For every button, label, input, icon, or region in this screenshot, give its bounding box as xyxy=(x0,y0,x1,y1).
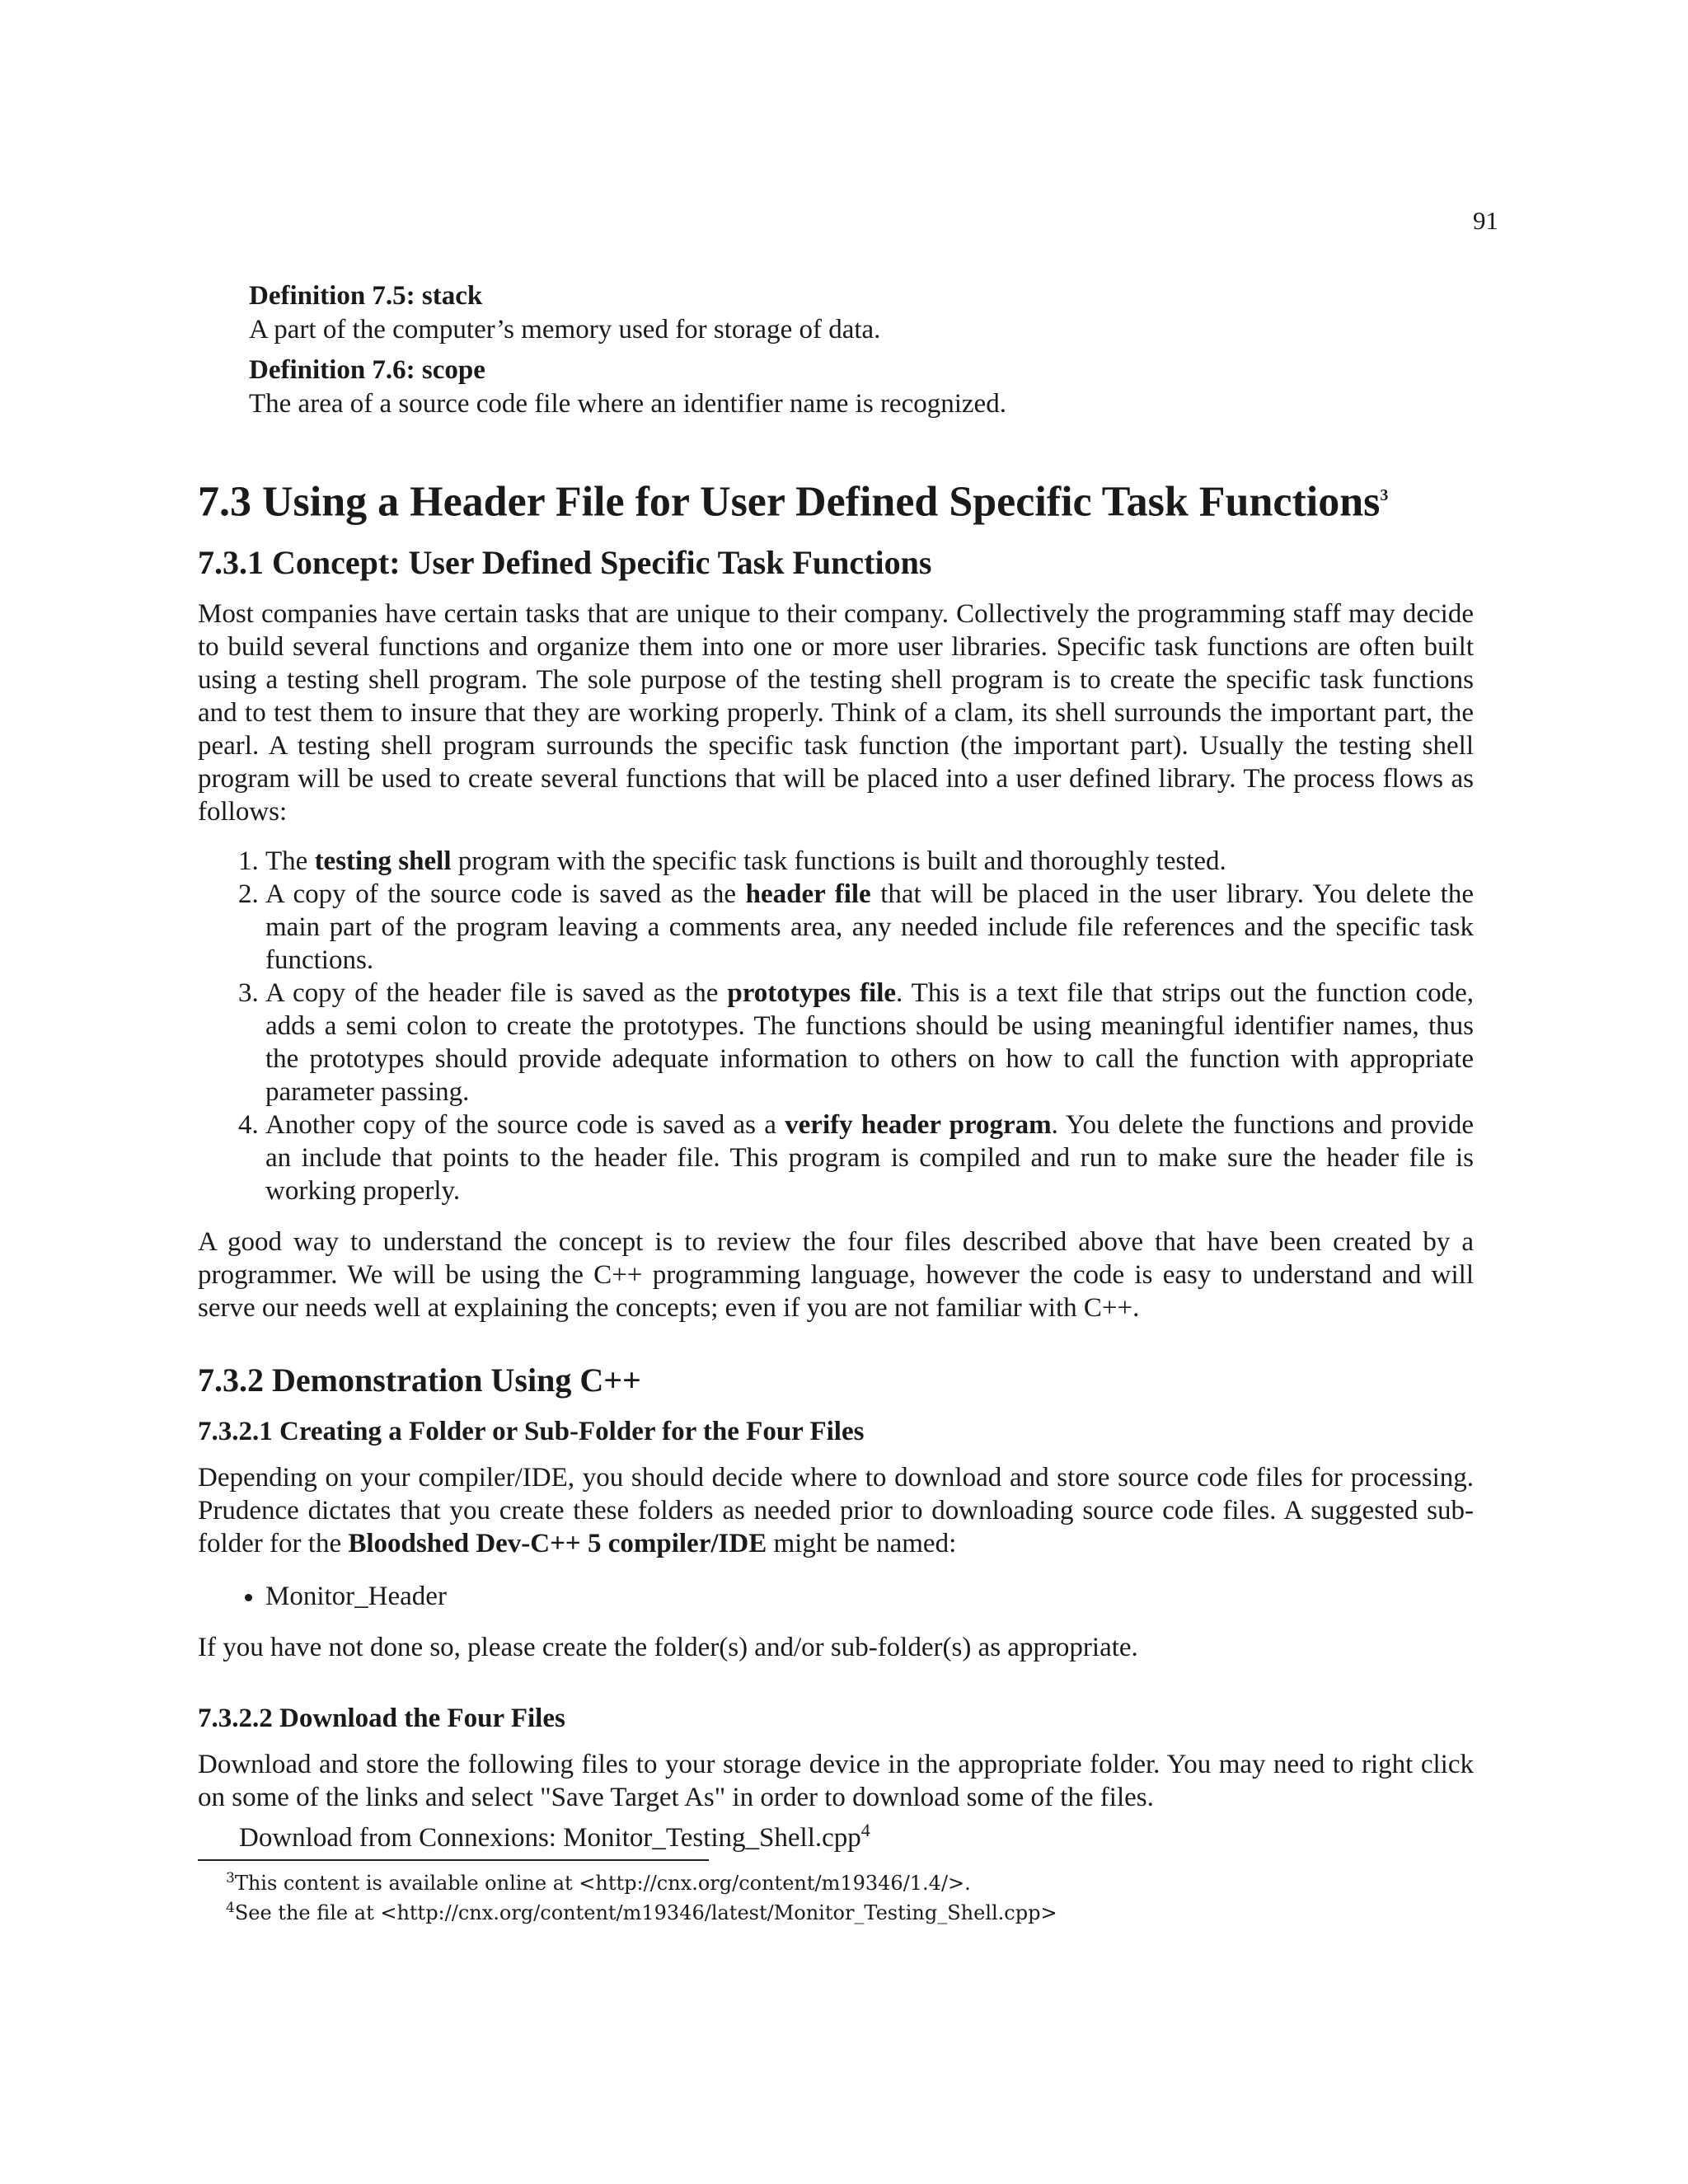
page-content xyxy=(198,276,1474,1925)
folder-heading: 7.3.2.1 Creating a Folder or Sub-Folder for the Four Files xyxy=(198,1417,865,1447)
list-item: 1. The testing shell program with the specific task functions is built and thoroughly tested. xyxy=(265,845,1474,878)
footnote-number: 4 xyxy=(226,1900,235,1917)
definitions xyxy=(249,279,1474,421)
key-term: testing shell xyxy=(314,846,452,877)
footnote xyxy=(226,1896,1474,1925)
folder-after: If you have not done so, please create the folder(s) and/or sub-folder(s) as appropriate. xyxy=(198,1633,1138,1663)
download-heading: 7.3.2.2 Download the Four Files xyxy=(198,1704,565,1734)
demo-heading: 7.3.2 Demonstration Using C++ xyxy=(198,1361,641,1399)
key-term: verify header program xyxy=(785,1110,1052,1141)
footnote xyxy=(226,1866,1474,1896)
footnote-text: See the file at <http://cnx.org/content/m19346/latest/Monitor_Testing_Shell.cpp> xyxy=(234,1901,1057,1925)
folder-list xyxy=(198,1580,1474,1613)
download-link[interactable]: Download from Connexions: Monitor_Testing_Shell.cpp xyxy=(239,1823,861,1854)
list-item: 2. A copy of the source code is saved as the header file that will be placed in the user library. You delete the main part of the program leaving a comments area, any needed include file references and the specific task functions. xyxy=(265,878,1474,977)
footnote-mark[interactable]: 3 xyxy=(1380,486,1389,504)
concept-intro: Most companies have certain tasks that are unique to their company. Collectively the programming staff may decide to build several functions and organize them into one or more user libraries. Specific task functions are often built using a testing shell program. The sole purpose of the testing shell program is to create the specific task functions and to test them to insure that they are working properly. Think of a clam, its shell surrounds the important part, the pearl. A testing shell program surrounds the specific task function (the important part). Usually the testing shell program will be used to create several functions that will be placed into a user defined library. The process flows as follows: xyxy=(198,599,1474,827)
section-title-text: 7.3 Using a Header File for User Defined Specific Task Functions xyxy=(198,478,1381,526)
list-item: • Monitor_Header xyxy=(265,1580,1474,1613)
footnote-divider xyxy=(198,1859,709,1861)
footnote-text: This content is available online at <http://cnx.org/content/m19346/1.4/>. xyxy=(234,1872,971,1896)
download-link-line[interactable] xyxy=(239,1814,1474,1854)
page-number: 91 xyxy=(1473,206,1498,235)
footnote-mark[interactable]: 4 xyxy=(860,1820,870,1841)
footnote-number: 3 xyxy=(226,1870,235,1887)
process-steps xyxy=(198,845,1474,1207)
key-term: prototypes file xyxy=(727,978,897,1009)
concept-heading: 7.3.1 Concept: User Defined Specific Task Functions xyxy=(198,544,932,582)
key-term: header file xyxy=(745,879,871,910)
download-text: Download and store the following files to your storage device in the appropriate folder. You may need to right click on some of the links and select "Save Target As" in order to download some of the files. xyxy=(198,1750,1474,1813)
list-item: 3. A copy of the header file is saved as the prototypes file. This is a text file that strips out the function code, adds a semi colon to create the prototypes. The functions should be using meaningful identifier names, thus the prototypes should provide adequate information to others on how to call the function with appropriate parameter passing. xyxy=(265,977,1474,1108)
key-term: Bloodshed Dev-C++ 5 compiler/IDE xyxy=(348,1529,767,1559)
definition-text: The area of a source code file where an identifier name is recognized. xyxy=(249,389,1006,419)
folder-text: Depending on your compiler/IDE, you should decide where to download and store source code files for processing. Prudence dictates that you create these folders as needed prior to downloading source code files. A suggested sub-folder for the Bloodshed Dev-C++ 5 compiler/IDE might be named: xyxy=(198,1463,1474,1559)
definition-title: Definition 7.5: stack xyxy=(249,281,483,311)
definition-title: Definition 7.6: scope xyxy=(249,355,485,385)
concept-closing: A good way to understand the concept is to review the four files described above that have been created by a programmer. We will be using the C++ programming language, however the code is easy to understand and will serve our needs well at explaining the concepts; even if you are not familiar with C++. xyxy=(198,1227,1474,1324)
definition-text: A part of the computer’s memory used for storage of data. xyxy=(249,315,881,344)
list-item: 4. Another copy of the source code is saved as a verify header program. You delete the functions and provide an include that points to the header file. This program is compiled and run to make sure the header file is working properly. xyxy=(265,1108,1474,1207)
section-title xyxy=(198,471,1474,527)
